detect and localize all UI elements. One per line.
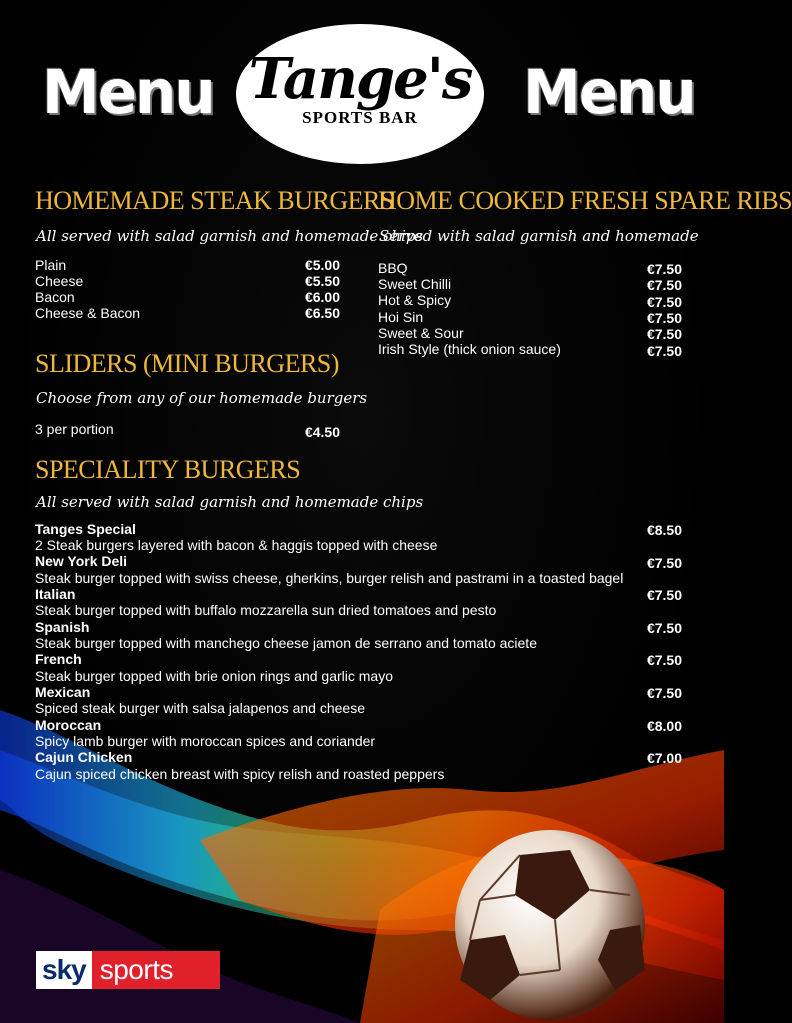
list-item: Irish Style (thick onion sauce) (378, 341, 561, 357)
list-item: Hoi Sin (378, 309, 424, 325)
item-price: €7.50 (646, 261, 682, 277)
speciality-desc: Steak burger topped with manchego cheese jamon de serrano and tomato aciete (35, 635, 537, 651)
speciality-desc: Spiced steak burger with salsa jalapenos and cheese (35, 700, 365, 716)
sliders-note: Choose from any of our homemade burgers (36, 389, 368, 407)
speciality-desc: Steak burger topped with swiss cheese, gherkins, burger relish and pastrami in a toasted bagel (35, 570, 624, 586)
speciality-desc: Steak burger topped with brie onion rings and garlic mayo (35, 668, 393, 684)
item-price: €7.50 (646, 294, 682, 310)
list-item: Sweet Chilli (378, 276, 452, 292)
list-item: Cheese (35, 273, 84, 289)
item-price: €7.50 (646, 587, 682, 603)
list-item: Bacon (35, 289, 75, 305)
spare-ribs-note: Served with salad garnish and homemade (379, 227, 699, 245)
item-price: €8.50 (646, 522, 682, 538)
item-price: €7.50 (646, 652, 682, 668)
speciality-desc: 2 Steak burgers layered with bacon & haggis topped with cheese (35, 537, 438, 553)
list-item: Sweet & Sour (378, 325, 464, 341)
speciality-desc: Steak burger topped with buffalo mozzarella sun dried tomatoes and pesto (35, 602, 497, 618)
item-price: €8.00 (646, 718, 682, 734)
sky-logo-text: sky (36, 951, 92, 989)
item-price: €7.50 (646, 277, 682, 293)
speciality-name: Cajun Chicken (35, 749, 133, 765)
speciality-name: French (35, 651, 82, 667)
item-price: €7.50 (646, 326, 682, 342)
item-price: €7.00 (646, 750, 682, 766)
item-price: €7.50 (646, 310, 682, 326)
list-item: 3 per portion (35, 421, 114, 437)
list-item: Cheese & Bacon (35, 305, 141, 321)
speciality-name: Moroccan (35, 717, 102, 733)
menu-title-left: Menu (42, 56, 214, 128)
speciality-heading: SPECIALITY BURGERS (35, 455, 301, 484)
item-price: €5.00 (304, 257, 340, 273)
item-price: €7.50 (646, 620, 682, 636)
sports-logo-text: sports (92, 951, 220, 989)
item-price: €5.50 (304, 273, 340, 289)
steak-burgers-note: All served with salad garnish and homemade chips (36, 227, 424, 245)
spare-ribs-heading: HOME COOKED FRESH SPARE RIBS (378, 186, 792, 215)
menu-title-right: Menu (523, 56, 695, 128)
bar-logo (236, 24, 484, 164)
speciality-name: Italian (35, 586, 76, 602)
item-price: €7.50 (646, 555, 682, 571)
sliders-heading: SLIDERS (MINI BURGERS) (35, 349, 339, 378)
item-price: €6.50 (304, 305, 340, 321)
speciality-name: Mexican (35, 684, 91, 700)
list-item: Hot & Spicy (378, 292, 452, 308)
logo-name: Tange's (248, 46, 472, 112)
speciality-desc: Cajun spiced chicken breast with spicy relish and roasted peppers (35, 766, 445, 782)
item-price: €7.50 (646, 685, 682, 701)
speciality-name: Tanges Special (35, 521, 136, 537)
logo-subtitle: SPORTS BAR (302, 108, 418, 127)
speciality-note: All served with salad garnish and homemade chips (36, 493, 424, 511)
sky-sports-logo (36, 951, 220, 989)
item-price: €4.50 (304, 424, 340, 440)
list-item: Plain (35, 257, 67, 273)
list-item: BBQ (378, 260, 408, 276)
item-price: €7.50 (646, 343, 682, 359)
speciality-name: Spanish (35, 619, 90, 635)
steak-burgers-heading: HOMEMADE STEAK BURGERS (35, 186, 394, 215)
speciality-name: New York Deli (35, 553, 128, 569)
speciality-desc: Spicy lamb burger with moroccan spices and coriander (35, 733, 376, 749)
item-price: €6.00 (304, 289, 340, 305)
